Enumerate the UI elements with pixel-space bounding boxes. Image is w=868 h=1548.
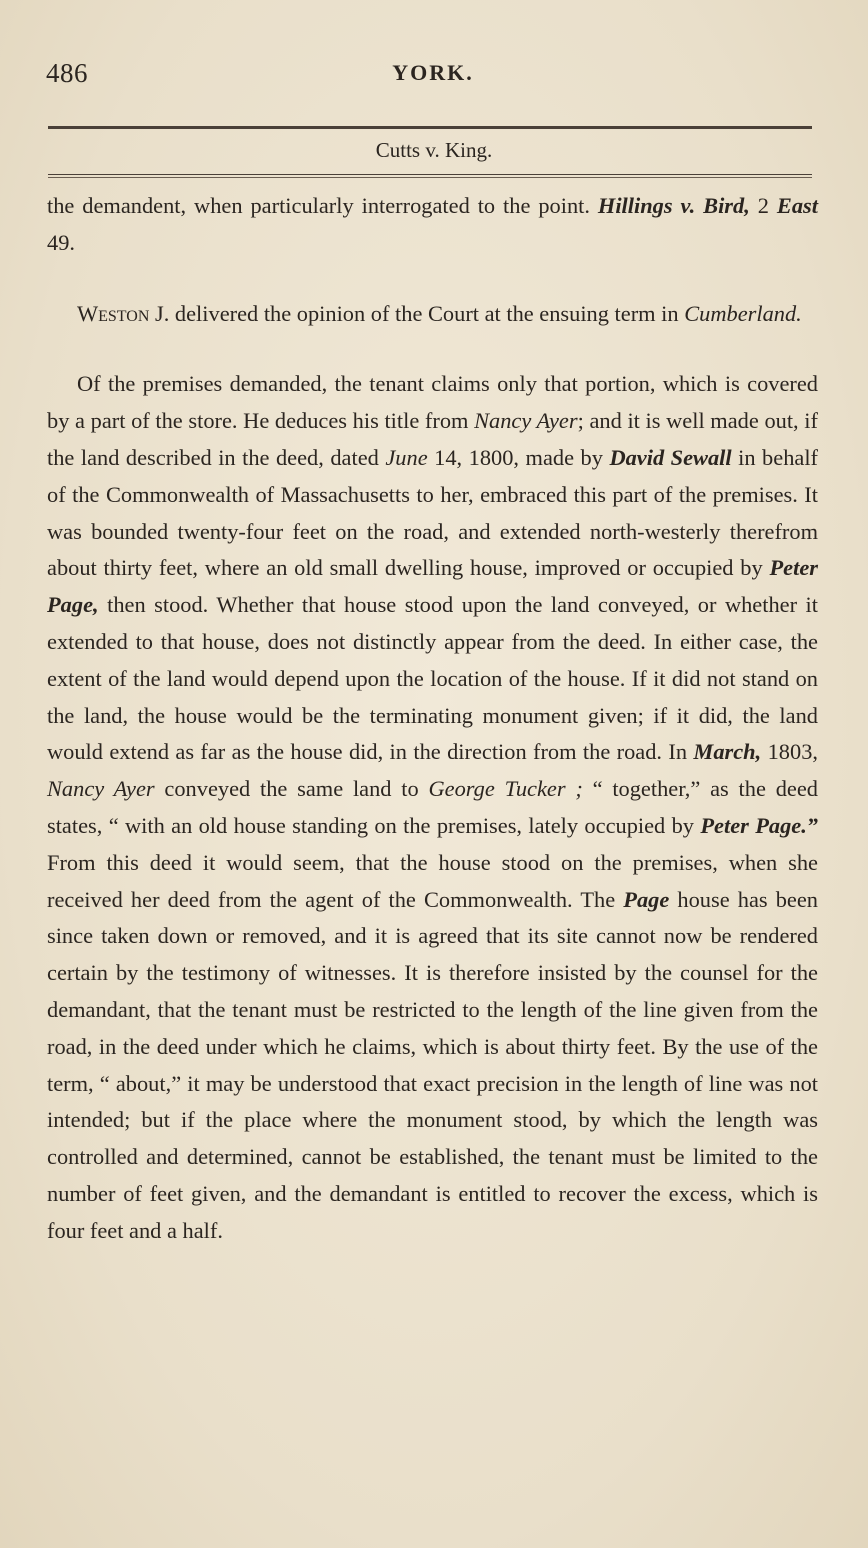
opinion-paragraph: Of the premises demanded, the tenant claims only that portion, which is covered by a part of the store. He deduces his title from Nancy Ayer; and it is well made out, if the land described in the deed, dated June 14, 1800, made by David Sewall in behalf of the Commonwealth of Massachusetts to her, embraced this part of the premises. It was bounded twenty-four feet on the road, and extended north-westerly therefrom about thirty feet, where an old small dwelling house, improved or occupied by Peter Page, then stood. Whether that house stood upon the land conveyed, or whether it extended to that house, does not distinctly appear from the deed. In either case, the extent of the land would depend upon the location of the house. If it did not stand on the land, the house would be the terminating monument given; if it did, the land would extend as far as the house did, in the direction from the road. In March, 1803, Nancy Ayer conveyed the same land to George Tucker ; “ together,” as the deed states, “ with an old house standing on the premises, lately occupied by Peter Page.” From this deed it would seem, that the house stood on the premises, when she received her deed from the agent of the Commonwealth. The Page house has been since taken down or removed, and it is agreed that its site cannot now be rendered certain by the testimony of witnesses. It is therefore insisted by the counsel for the demandant, that the tenant must be restricted to the length of the line given from the road, in the deed under which he claims, which is about thirty feet. By the use of the term, “ about,” it may be understood that exact precision in the length of line was not intended; but if the place where the monument stood, by which the length was controlled and determined, cannot be established, the tenant must be limited to the number of feet given, and the demandant is entitled to recover the excess, which is four feet and a half. — [47, 371, 819, 1243]
date-month: March, — [693, 739, 762, 765]
party-name: David Sewall — [609, 444, 732, 470]
party-name: Nancy Ayer — [47, 776, 155, 802]
party-name: Page — [623, 886, 670, 912]
case-citation: Hillings v. Bird, — [597, 193, 750, 218]
party-name: George Tucker ; — [428, 776, 583, 802]
opinion-intro-paragraph: Weston J. delivered the opinion of the Court at the ensuing term in Cumberland. — [77, 300, 802, 326]
page-body — [47, 188, 818, 1250]
party-name: Nancy Ayer — [474, 408, 578, 434]
case-title-rule-lower — [48, 177, 812, 178]
party-name: Peter Page.” — [700, 812, 818, 838]
continuation-paragraph: the demandent, when particularly interrogated to the point. Hillings v. Bird, 2 East 49. — [47, 193, 818, 255]
page-number: 486 — [46, 58, 88, 88]
county-name: Cumberland. — [684, 300, 802, 326]
page-header — [46, 58, 820, 98]
case-title: Cutts v. King. — [375, 138, 493, 162]
running-title: YORK. — [392, 60, 474, 85]
reporter-citation: East — [776, 193, 818, 218]
header-rule — [48, 126, 812, 129]
party-name: Peter Page, — [47, 555, 818, 618]
case-title-rule — [48, 174, 812, 175]
date-month: June — [385, 444, 428, 470]
judge-name: Weston — [77, 300, 150, 326]
